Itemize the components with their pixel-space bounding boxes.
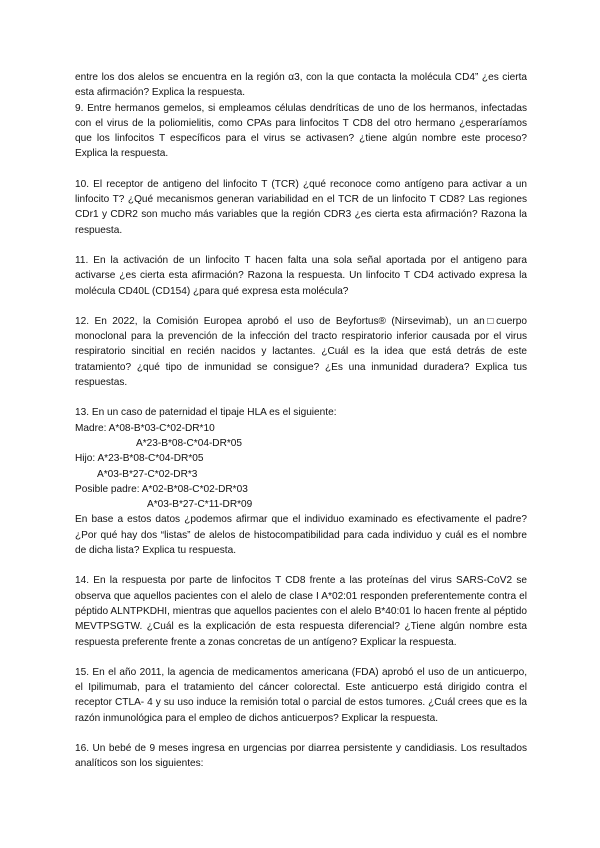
question-16: 16. Un bebé de 9 meses ingresa en urgencias por diarrea persistente y candidiasis. Los resultados analíticos son los siguientes: (75, 742, 527, 770)
hla-madre-line-2: A*23-B*08-C*04-DR*05 (136, 437, 243, 449)
paragraph-gap (75, 299, 527, 314)
question-8-tail: entre los dos alelos se encuentra en la región α3, con la que contacta la molécula CD4” ¿es cierta esta afirmación? Explica la respuesta. (75, 72, 527, 99)
paragraph-gap (75, 558, 527, 573)
hla-typing-list (75, 421, 527, 513)
question-12: 12. En 2022, la Comisión Europea aprobó el uso de Beyfortus® (Nirsevimab), un an□cuerpo monoclonal para la prevención de la infección del tracto respiratorio inferior causada por el virus respiratorio sincitial en recién nacidos y lactantes. ¿Cuál es la idea que está detrás de este tratamiento? ¿qué tipo de inmunidad se consigue? ¿Es una inmunidad duradera? Explica tus respuestas. (75, 315, 527, 389)
paragraph-gap (75, 238, 527, 253)
question-9: 9. Entre hermanos gemelos, si empleamos células dendríticas de uno de los hermanos, infectadas con el virus de la poliomielitis, como CPAs para linfocitos T CD8 del otro hermano ¿esperaríamos que los linfocitos T específicos para el virus se activasen? ¿tiene algún nombre este proceso? Explica la respuesta. (75, 102, 527, 160)
hla-padre-line-2: A*03-B*27-C*11-DR*09 (147, 499, 253, 511)
hla-hijo-line-1: Hijo: A*23-B*08-C*04-DR*05 (75, 453, 204, 465)
paragraph-gap (75, 162, 527, 177)
document-body (75, 70, 527, 772)
paragraph-gap (75, 390, 527, 405)
hla-hijo-line-2: A*03-B*27-C*02-DR*3 (97, 468, 198, 480)
paragraph-gap (75, 650, 527, 665)
question-10: 10. El receptor de antigeno del linfocito T (TCR) ¿qué reconoce como antígeno para activar a un linfocito T? ¿Qué mecanismos generan variabilidad en el TCR de un linfocito T CD8? Las regiones CDr1 y CDR2 son mucho más variables que la región CDR3 ¿es cierta esta afirmación? Razona la respuesta. (75, 178, 527, 236)
question-13-intro: 13. En un caso de paternidad el tipaje HLA es el siguiente: (75, 407, 337, 419)
question-11: 11. En la activación de un linfocito T hacen falta una sola señal aportada por el antigeno para activarse ¿es cierta esta afirmación? Razona la respuesta. Un linfocito T CD4 activado expresa la molécula CD40L (CD154) ¿para qué expresa esta molécula? (75, 254, 527, 297)
hla-padre-line-1: Posible padre: A*02-B*08-C*02-DR*03 (75, 483, 248, 495)
question-13-body: En base a estos datos ¿podemos afirmar que el individuo examinado es efectivamente el padre? ¿Por qué hay dos “listas” de alelos de histocompatibilidad para cada individuo y cuál es el nombre de dicha lista? Explica tu respuesta. (75, 514, 527, 557)
question-15: 15. En el año 2011, la agencia de medicamentos americana (FDA) aprobó el uso de un anticuerpo, el Ipilimumab, para el tratamiento del cáncer colorectal. Este anticuerpo está dirigido contra el receptor CTLA- 4 y su uso induce la remisión total o parcial de estos tumores. ¿Cuál crees que es la razón inmunológica para el empleo de dichos anticuerpos? Explicar la respuesta. (75, 666, 527, 724)
hla-madre-line-1: Madre: A*08-B*03-C*02-DR*10 (75, 422, 215, 434)
question-14: 14. En la respuesta por parte de linfocitos T CD8 frente a las proteínas del virus SARS-CoV2 se observa que aquellos pacientes con el alelo de clase I A*02:01 responden preferentemente contra el péptido ALNTPKDHI, mientras que aquellos pacientes con el alelo B*40:01 lo hacen frente al péptido MEVTPSGTW. ¿Cuál es la explicación de esta respuesta diferencial? ¿Tiene algún nombre esta respuesta preferente frente a zonas concretas de un antígeno? Explicar la respuesta. (75, 575, 527, 648)
paragraph-gap (75, 726, 527, 741)
